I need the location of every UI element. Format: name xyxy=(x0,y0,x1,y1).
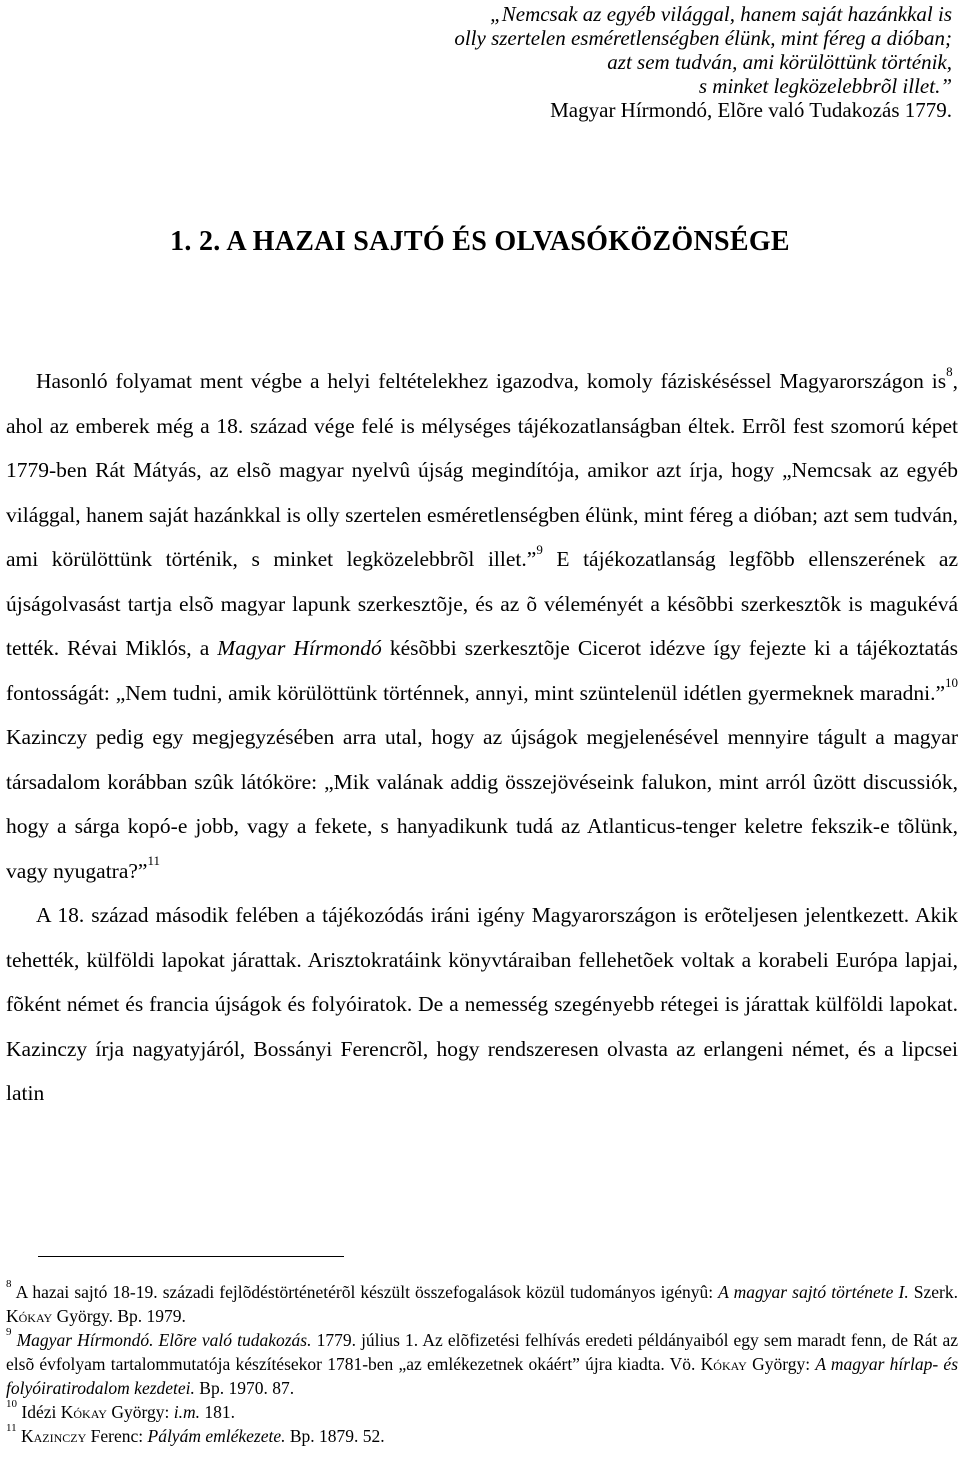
footnote-text: György: xyxy=(106,1402,174,1422)
footnote-ref[interactable]: 8 xyxy=(946,363,953,379)
footnote-text: György. Bp. 1979. xyxy=(52,1306,186,1326)
text-run: Hasonló folyamat ment végbe a helyi feltételekhez igazodva, komoly fáziskéséssel Magyarországon is xyxy=(36,369,947,393)
footnote-text: Szerk. xyxy=(908,1282,958,1302)
footnote-8 xyxy=(6,1280,958,1328)
author-name: Kókay xyxy=(60,1402,107,1422)
footnote-title: A magyar sajtó története I. xyxy=(718,1282,909,1302)
footnote-ref[interactable]: 10 xyxy=(945,675,958,691)
footnote-number: 10 xyxy=(6,1398,17,1411)
footnote-title: Magyar Hírmondó. Elõre való tudakozás. xyxy=(16,1330,312,1350)
footnote-title: i.m. xyxy=(173,1402,200,1422)
epigraph-source: Magyar Hírmondó, Elõre való Tudakozás 1779. xyxy=(550,98,952,122)
footnote-number: 11 xyxy=(6,1422,17,1435)
footnote-separator xyxy=(38,1256,344,1257)
epigraph xyxy=(52,2,952,122)
footnote-text: Idézi xyxy=(17,1402,61,1422)
epigraph-line: s minket legközelebbrõl illet.” xyxy=(698,74,952,98)
footnotes xyxy=(6,1280,958,1448)
footnote-number: 8 xyxy=(6,1278,12,1291)
footnote-10 xyxy=(6,1400,958,1424)
epigraph-line: olly szertelen esméretlenségben élünk, mint féreg a dióban; xyxy=(454,26,952,50)
footnote-ref[interactable]: 9 xyxy=(536,541,543,557)
author-name: Kókay xyxy=(6,1306,53,1326)
chapter-title: 1. 2. A HAZAI SAJTÓ ÉS OLVASÓKÖZÖNSÉGE xyxy=(170,226,790,257)
footnote-text: 181. xyxy=(199,1402,235,1422)
footnote-text: 1779. július 1. Az elõfizetési felhívás eredeti példányaiból egy sem maradt fenn, de Rát az elsõ évfolyam tartalommutatója készítésekor 1781-ben „az emlékezetnek okáért” újra kiadta. Vö. xyxy=(6,1330,959,1374)
footnote-number: 9 xyxy=(6,1326,12,1339)
author-name: Kazinczy xyxy=(20,1426,87,1446)
footnote-text: Bp. 1879. 52. xyxy=(285,1426,385,1446)
footnote-text: A hazai sajtó 18-19. századi fejlõdéstörténetérõl készült összefogalások közül tudományos igényû: xyxy=(11,1282,719,1302)
newspaper-title: Magyar Hírmondó xyxy=(217,636,382,660)
text-run: Kazinczy pedig egy megjegyzésében arra utal, hogy az újságok megjelenésével mennyire tágult a magyar társadalom korábban szûk látóköre: „Mik valának addig összejövéseink falukon, mint arról ûzött discussiók, hogy a sárga kopó-e jobb, vagy a fekete, s hanyadikunk tudá az Atlanticus-tenger keletre fekszik-e tõlünk, vagy nyugatra?” xyxy=(6,725,958,883)
footnote-11 xyxy=(6,1424,958,1448)
paragraph xyxy=(6,359,958,893)
footnote-text: Ferenc: xyxy=(86,1426,148,1446)
footnote-9 xyxy=(6,1328,958,1400)
footnote-title: Pályám emlékezete. xyxy=(147,1426,286,1446)
epigraph-line: azt sem tudván, ami körülöttünk történik, xyxy=(607,50,952,74)
epigraph-line: „Nemcsak az egyéb világgal, hanem saját hazánkkal is xyxy=(490,2,952,26)
footnote-text: Bp. 1970. 87. xyxy=(194,1378,295,1398)
author-name: Kókay xyxy=(700,1354,747,1374)
body-text xyxy=(6,359,958,1116)
footnote-title: A magyar hírlap- és folyóiratirodalom kezdetei. xyxy=(6,1354,959,1398)
text-run: késõbbi szerkesztõje Cicerot idézve így fejezte ki a tájékoztatás fontosságát: „Nem tudni, amik körülöttünk történnek, annyi, mint szüntelenül idétlen gyermeknek maradni.” xyxy=(6,636,958,705)
paragraph: A 18. század második felében a tájékozódás iráni igény Magyarországon is erõteljesen jelentkezett. Akik tehették, külföldi lapokat járattak. Arisztokratáink könyvtáraiban fellehetõek voltak a korabeli Európa lapjai, fõként német és francia újságok és folyóiratok. De a nemesség szegényebb rétegei is járattak külföldi lapokat. Kazinczy írja nagyatyjáról, Bossányi Ferencrõl, hogy rendszeresen olvasta az erlangeni német, és a lipcsei latin xyxy=(6,903,958,1105)
text-run: , ahol az emberek még a 18. század vége felé is mélységes tájékozatlanságban éltek. Errõl fest szomorú képet 1779-ben Rát Mátyás, az elsõ magyar nyelvû újság megindítója, amikor azt írja, hogy „Nemcsak az egyéb világgal, hanem saját hazánkkal is olly szertelen esméretlenségben élünk, mint féreg a dióban; azt sem tudván, ami körülöttünk történik, s minket legközelebbrõl illet.” xyxy=(6,369,958,571)
footnote-ref[interactable]: 11 xyxy=(147,853,161,869)
footnote-text: György: xyxy=(746,1354,816,1374)
text-run: E tájékozatlanság legfõbb ellenszerének az újságolvasást tartja elsõ magyar lapunk szerkesztõje, és az õ véleményét a késõbbi szerkesztõk is magukévá tették. Révai Miklós, a xyxy=(6,547,958,660)
